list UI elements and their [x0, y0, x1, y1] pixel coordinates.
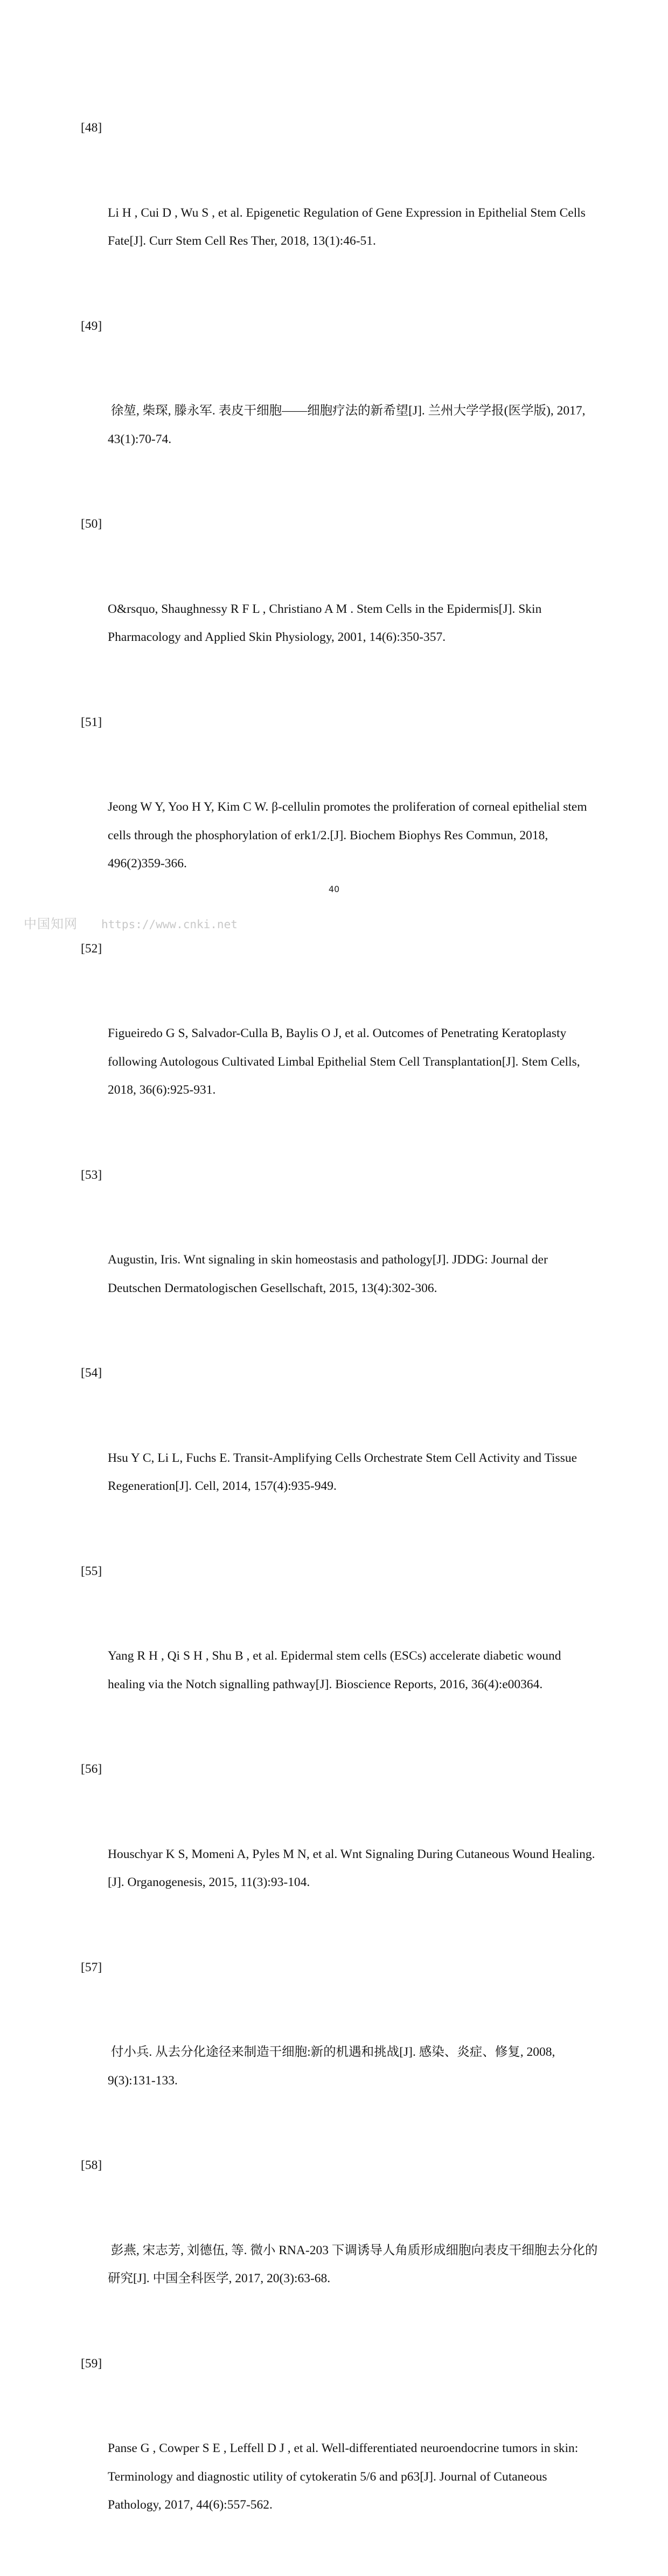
reference-item: [81, 708, 598, 935]
reference-number: [59]: [81, 2356, 102, 2371]
reference-item: [81, 510, 598, 708]
reference-item: [81, 1557, 598, 1756]
reference-text: 彭燕, 宋志芳, 刘德伍, 等. 微小 RNA-203 下调诱导人角质形成细胞向表皮干细胞去分化的研究[J]. 中国全科医学, 2017, 20(3):63-68.: [108, 2243, 598, 2285]
reference-number: [50]: [81, 517, 102, 531]
reference-item: [81, 935, 598, 1161]
reference-item: [81, 1359, 598, 1557]
reference-item: [81, 2350, 598, 2576]
reference-text: 徐堃, 柴琛, 滕永军. 表皮干细胞——细胞疗法的新希望[J]. 兰州大学学报(医学版), 2017, 43(1):70-74.: [108, 404, 589, 446]
reference-text: Figueiredo G S, Salvador-Culla B, Baylis O J, et al. Outcomes of Penetrating Keratoplasty following Autologous Cultivated Limbal Epithelial Stem Cell Transplantation[J]. Stem Cells, 2018, 36(6):925-931.: [108, 1026, 583, 1097]
reference-item: [81, 2151, 598, 2350]
watermark-url: https://www.cnki.net: [101, 918, 238, 931]
reference-item: [81, 1953, 598, 2152]
reference-item: [81, 114, 598, 312]
reference-item: [81, 312, 598, 510]
reference-text: Augustin, Iris. Wnt signaling in skin homeostasis and pathology[J]. JDDG: Journal der Deutschen Dermatologischen Gesellschaft, 2015, 13(4):302-306.: [108, 1253, 551, 1295]
reference-text: O&rsquo, Shaughnessy R F L , Christiano A M . Stem Cells in the Epidermis[J]. Skin Pharmacology and Applied Skin Physiology, 2001, 14(6):350-357.: [108, 602, 545, 644]
reference-text: Hsu Y C, Li L, Fuchs E. Transit-Amplifying Cells Orchestrate Stem Cell Activity and Tissue Regeneration[J]. Cell, 2014, 157(4):935-949.: [108, 1451, 580, 1493]
reference-number: [55]: [81, 1564, 102, 1578]
page-number: 40: [328, 884, 340, 894]
reference-text: Li H , Cui D , Wu S , et al. Epigenetic Regulation of Gene Expression in Epithelial Stem Cells Fate[J]. Curr Stem Cell Res Ther, 2018, 13(1):46-51.: [108, 205, 589, 248]
reference-list: [81, 114, 598, 2576]
reference-number: [54]: [81, 1366, 102, 1380]
reference-number: [49]: [81, 319, 102, 333]
reference-item: [81, 1161, 598, 1359]
reference-text: Houschyar K S, Momeni A, Pyles M N, et al. Wnt Signaling During Cutaneous Wound Healing.[J]. Organogenesis, 2015, 11(3):93-104.: [108, 1847, 595, 1889]
reference-number: [53]: [81, 1168, 102, 1182]
reference-text: Yang R H , Qi S H , Shu B , et al. Epidermal stem cells (ESCs) accelerate diabetic wound healing via the Notch signalling pathway[J]. Bioscience Reports, 2016, 36(4):e00364.: [108, 1649, 565, 1691]
reference-item: [81, 1755, 598, 1953]
watermark: [24, 913, 238, 932]
reference-text: Jeong W Y, Yoo H Y, Kim C W. β-cellulin promotes the proliferation of corneal epithelial stem cells through the phosphorylation of erk1/2.[J]. Biochem Biophys Res Commun, 2018, 496(2)359-366.: [108, 800, 590, 871]
reference-number: [48]: [81, 121, 102, 135]
reference-number: [52]: [81, 941, 102, 956]
watermark-name: 中国知网: [24, 916, 78, 931]
reference-text: 付小兵. 从去分化途径来制造干细胞:新的机遇和挑战[J]. 感染、炎症、修复, 2008, 9(3):131-133.: [108, 2045, 559, 2088]
reference-text: Panse G , Cowper S E , Leffell D J , et al. Well-differentiated neuroendocrine tumors in skin: Terminology and diagnostic utility of cytokeratin 5/6 and p63[J]. Journal of Cutaneous Pathology, 2017, 44(6):557-562.: [108, 2441, 581, 2512]
reference-number: [58]: [81, 2158, 102, 2172]
reference-number: [51]: [81, 715, 102, 729]
reference-number: [56]: [81, 1762, 102, 1776]
reference-number: [57]: [81, 1960, 102, 1974]
